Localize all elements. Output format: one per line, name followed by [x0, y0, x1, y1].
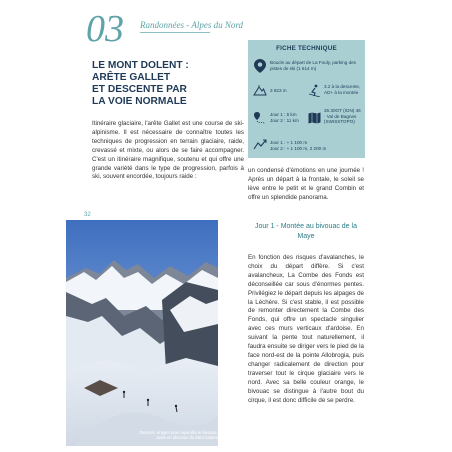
page-number [84, 212, 91, 218]
map-icon [308, 112, 321, 124]
mountain-photo [66, 220, 218, 446]
fiche-elevation: Jour 1 : + 1 100 m Jour 2 : + 1 100 m, 2 200 m [270, 140, 327, 151]
page-number-text: 32 [84, 212, 91, 218]
elevation-gain-icon [253, 138, 267, 150]
fiche-technique-box [248, 40, 365, 158]
title-line-4: LA VOIE NORMALE [92, 96, 187, 107]
fiche-start: Boucle au départ de La Fouly, parking des pistes de ski (1 614 m) [270, 60, 356, 71]
fiche-difficulty: 3.2 à la descente, AD+ à la montée [324, 84, 361, 95]
day-1-paragraph: En fonction des risques d'avalanches, le choix du départ diffère. Si c'est avalancheux, La Combe des Fonds est déconseillée car sous d'énormes pentes. Privilégiez le départ depuis les alpages de la Léchère. Si c'est stable, il est possible de remonter directement la Combe des Fonds, qui offre un spectacle singulier avec ces murs verticaux d'ardoise. En suivant la pente tout naturellement, il faudra ensuite se diriger vers le pied de la face nord-est de la pointe Allobrogia, puis changer radicalement de direction pour traverser tout le cirque glaciaire vers le nord. Avec sa belle couleur orange, le bivouac se distingue à l'autre bout du cirque, il est donc difficile de se perdre. [248, 254, 364, 404]
chapter-number: 03 [86, 8, 124, 50]
mountain-altitude-icon [253, 84, 267, 96]
fiche-duration: Jour 1 : 5 km Jour 2 : 11 km [270, 112, 299, 123]
title-line-1: LE MONT DOLENT : [92, 60, 189, 71]
day-1-heading: Jour 1 - Montée au bivouac de la Maye [255, 223, 357, 240]
route-distance-icon [253, 112, 267, 125]
intro-paragraph-continued: un condensé d'émotions en une journée ! Après un départ à la frontale, le soleil se lève entre le petit et le grand Combin et offre un splendide panorama. [248, 167, 364, 201]
fiche-map: 36.30OT (IGN) 46 · Val de Bagnes (SWISSTOPO) [324, 108, 361, 125]
intro-paragraph: Itinéraire glaciaire, l'arête Gallet est une course de ski-alpinisme. Il est nécessaire de connaître toutes les techniques de progression en terrain glaciaire, raide, crevassé et mixte, ou alors de se faire accompagner. C'est un itinéraire magnifique, soutenu et qui offre une grande variété dans le type de progression, parfois à ski, souvent encordée, toujours raide : [92, 120, 244, 181]
fiche-altitude: 3 823 m [270, 88, 287, 93]
location-pin-icon [254, 59, 266, 73]
article-title [92, 60, 242, 108]
header-divider [140, 32, 210, 33]
photo-caption: Derniers virages pour rejoindre le bivouac. Juste en dessous du Mont Dolent [139, 430, 218, 440]
title-line-2: ARÊTE GALLET [92, 72, 171, 83]
fiche-title: FICHE TECHNIQUE [276, 45, 337, 52]
chapter-subtitle: Randonnées - Alpes du Nord [140, 20, 243, 30]
skier-icon [308, 84, 321, 97]
title-line-3: ET DESCENTE PAR [92, 84, 187, 95]
mountain-photo-illustration [66, 220, 218, 446]
